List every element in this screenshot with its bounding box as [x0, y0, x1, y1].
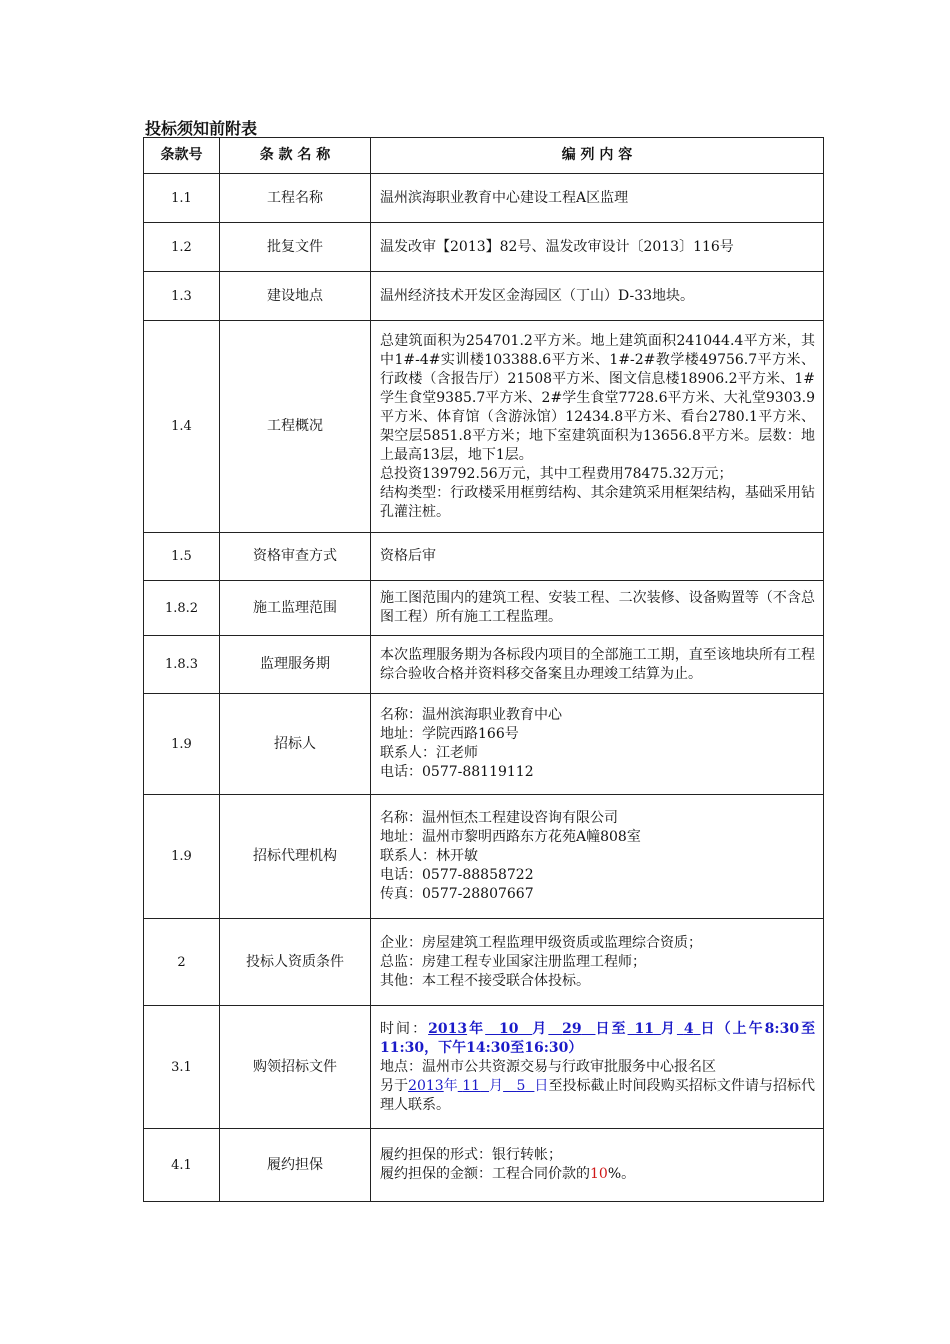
- table-row: [144, 919, 824, 1006]
- clause-name: 批复文件: [220, 223, 371, 272]
- page-title: 投标须知前附表: [145, 119, 258, 138]
- content-line: 地址：学院西路166号: [380, 726, 519, 742]
- content-line: 企业：房屋建筑工程监理甲级资质或监理综合资质；: [380, 934, 702, 951]
- year-unit: 年: [467, 1020, 486, 1037]
- clause-content: [371, 581, 824, 636]
- clause-no: 1.9: [144, 694, 220, 795]
- table-row: [144, 581, 824, 636]
- month-unit: 月: [532, 1020, 549, 1037]
- clause-no: 1.3: [144, 272, 220, 321]
- clause-content: [371, 1006, 824, 1129]
- clause-name: 投标人资质条件: [220, 919, 371, 1006]
- table-row: [144, 1129, 824, 1202]
- content-line: 温发改审【2013】82号、温发改审设计〔2013〕116号: [380, 238, 734, 255]
- start-year: 2013: [428, 1020, 468, 1037]
- clause-name: 建设地点: [220, 272, 371, 321]
- content-line: 其他：本工程不接受联合体投标。: [380, 972, 590, 989]
- table-row: [144, 694, 824, 795]
- clause-no: 4.1: [144, 1129, 220, 1202]
- clause-content: [371, 272, 824, 321]
- clause-no: 1.1: [144, 174, 220, 223]
- bid-notice-table: [143, 137, 824, 1202]
- end-month: 11: [634, 1020, 654, 1037]
- clause-no: 1.5: [144, 533, 220, 581]
- table-row: [144, 795, 824, 919]
- guarantee-amount-line: 履约担保的金额：工程合同价款的10%。: [380, 1166, 636, 1182]
- table-row: [144, 272, 824, 321]
- content-line: 施工图范围内的建筑工程、安装工程、二次装修、设备购置等（不含总图工程）所有施工工程监理。: [380, 590, 815, 625]
- guarantee-percent: 10: [590, 1166, 608, 1182]
- clause-no: 3.1: [144, 1006, 220, 1129]
- content-line: 结构类型：行政楼采用框剪结构、其余建筑采用框架结构，基础采用钻孔灌注桩。: [380, 484, 815, 520]
- clause-no: 1.2: [144, 223, 220, 272]
- clause-content: [371, 919, 824, 1006]
- purchase-time-line: [380, 1020, 815, 1058]
- clause-content: [371, 636, 824, 694]
- alt-day: 5: [516, 1077, 526, 1094]
- clause-name: 履约担保: [220, 1129, 371, 1202]
- content-line: 温州经济技术开发区金海园区（丁山）D-33地块。: [380, 287, 695, 304]
- clause-no: 2: [144, 919, 220, 1006]
- content-line: 总监：房建工程专业国家注册监理工程师；: [380, 953, 646, 970]
- clause-content: [371, 174, 824, 223]
- alt-month: 11: [462, 1077, 481, 1094]
- content-line: 传真：0577-28807667: [380, 886, 534, 902]
- clause-content: [371, 321, 824, 533]
- table-row: [144, 223, 824, 272]
- clause-name: 招标人: [220, 694, 371, 795]
- day-unit: 日: [700, 1020, 717, 1037]
- content-line: 本次监理服务期为各标段内项目的全部施工工期，直至该地块所有工程综合验收合格并资料移交备案且办理竣工结算为止。: [380, 646, 815, 682]
- clause-name: 工程名称: [220, 174, 371, 223]
- clause-content: [371, 533, 824, 581]
- clause-no: 1.8.2: [144, 581, 220, 636]
- table-row: [144, 1006, 824, 1129]
- time-range: （上午8:30至11:30，下午14:30至16:30）: [380, 1020, 816, 1056]
- content-line: 名称：温州恒杰工程建设咨询有限公司: [380, 810, 618, 826]
- clause-name: 施工监理范围: [220, 581, 371, 636]
- table-header-row: [144, 138, 824, 174]
- table-row: [144, 533, 824, 581]
- table-row: [144, 321, 824, 533]
- content-line: 联系人：林开敏: [380, 848, 478, 864]
- table-row: [144, 174, 824, 223]
- guarantee-form-line: 履约担保的形式：银行转帐；: [380, 1147, 562, 1163]
- content-line: 名称：温州滨海职业教育中心: [380, 707, 562, 723]
- alt-year: 2013: [408, 1077, 444, 1094]
- content-line: 温州滨海职业教育中心建设工程A区监理: [380, 189, 629, 206]
- time-label: 时间：: [380, 1020, 429, 1037]
- content-line: 总建筑面积为254701.2平方米。地上建筑面积241044.4平方米，其中1#-4#实训楼103388.6平方米、1#-2#教学楼49756.7平方米、行政楼（含报告厅）21508平方米、图文信息楼18906.2平方米、1#学生食堂9385.7平方米、2#学生食堂7728.6平方米、大礼堂9303.9平方米、体育馆（含游泳馆）12434.8平方米、看台2780.1平方米、架空层5851.8平方米；地下室建筑面积为13656.8平方米。层数：地上最高13层，地下1层。: [380, 332, 815, 463]
- day-to-unit: 日至: [595, 1020, 628, 1037]
- content-line: 资格后审: [380, 548, 436, 564]
- header-content: 编 列 内 容: [371, 138, 824, 174]
- content-line: 联系人：江老师: [380, 745, 478, 761]
- clause-no: 1.8.3: [144, 636, 220, 694]
- clause-name: 购领招标文件: [220, 1006, 371, 1129]
- clause-no: 1.9: [144, 795, 220, 919]
- content-line: 总投资139792.56万元，其中工程费用78475.32万元；: [380, 465, 733, 482]
- start-day: 29: [562, 1020, 582, 1037]
- header-clause-no: 条款号: [144, 138, 220, 174]
- clause-content: [371, 1129, 824, 1202]
- header-clause-name: 条 款 名 称: [220, 138, 371, 174]
- clause-content: [371, 223, 824, 272]
- clause-name: 监理服务期: [220, 636, 371, 694]
- content-line: 电话：0577-88858722: [380, 867, 534, 883]
- end-day: 4: [683, 1020, 694, 1037]
- month-unit: 月: [660, 1020, 677, 1037]
- clause-content: [371, 694, 824, 795]
- content-line: 地址：温州市黎明西路东方花苑A幢808室: [380, 829, 641, 845]
- content-line: 电话：0577-88119112: [380, 764, 534, 780]
- alt-purchase-line: 另于2013年 11 月 5 日至投标截止时间段购买招标文件请与招标代理人联系。: [380, 1077, 816, 1113]
- clause-name: 资格审查方式: [220, 533, 371, 581]
- clause-name: 工程概况: [220, 321, 371, 533]
- clause-no: 1.4: [144, 321, 220, 533]
- start-month: 10: [498, 1020, 519, 1037]
- table-row: [144, 636, 824, 694]
- clause-content: [371, 795, 824, 919]
- purchase-place-line: 地点：温州市公共资源交易与行政审批服务中心报名区: [380, 1058, 716, 1075]
- clause-name: 招标代理机构: [220, 795, 371, 919]
